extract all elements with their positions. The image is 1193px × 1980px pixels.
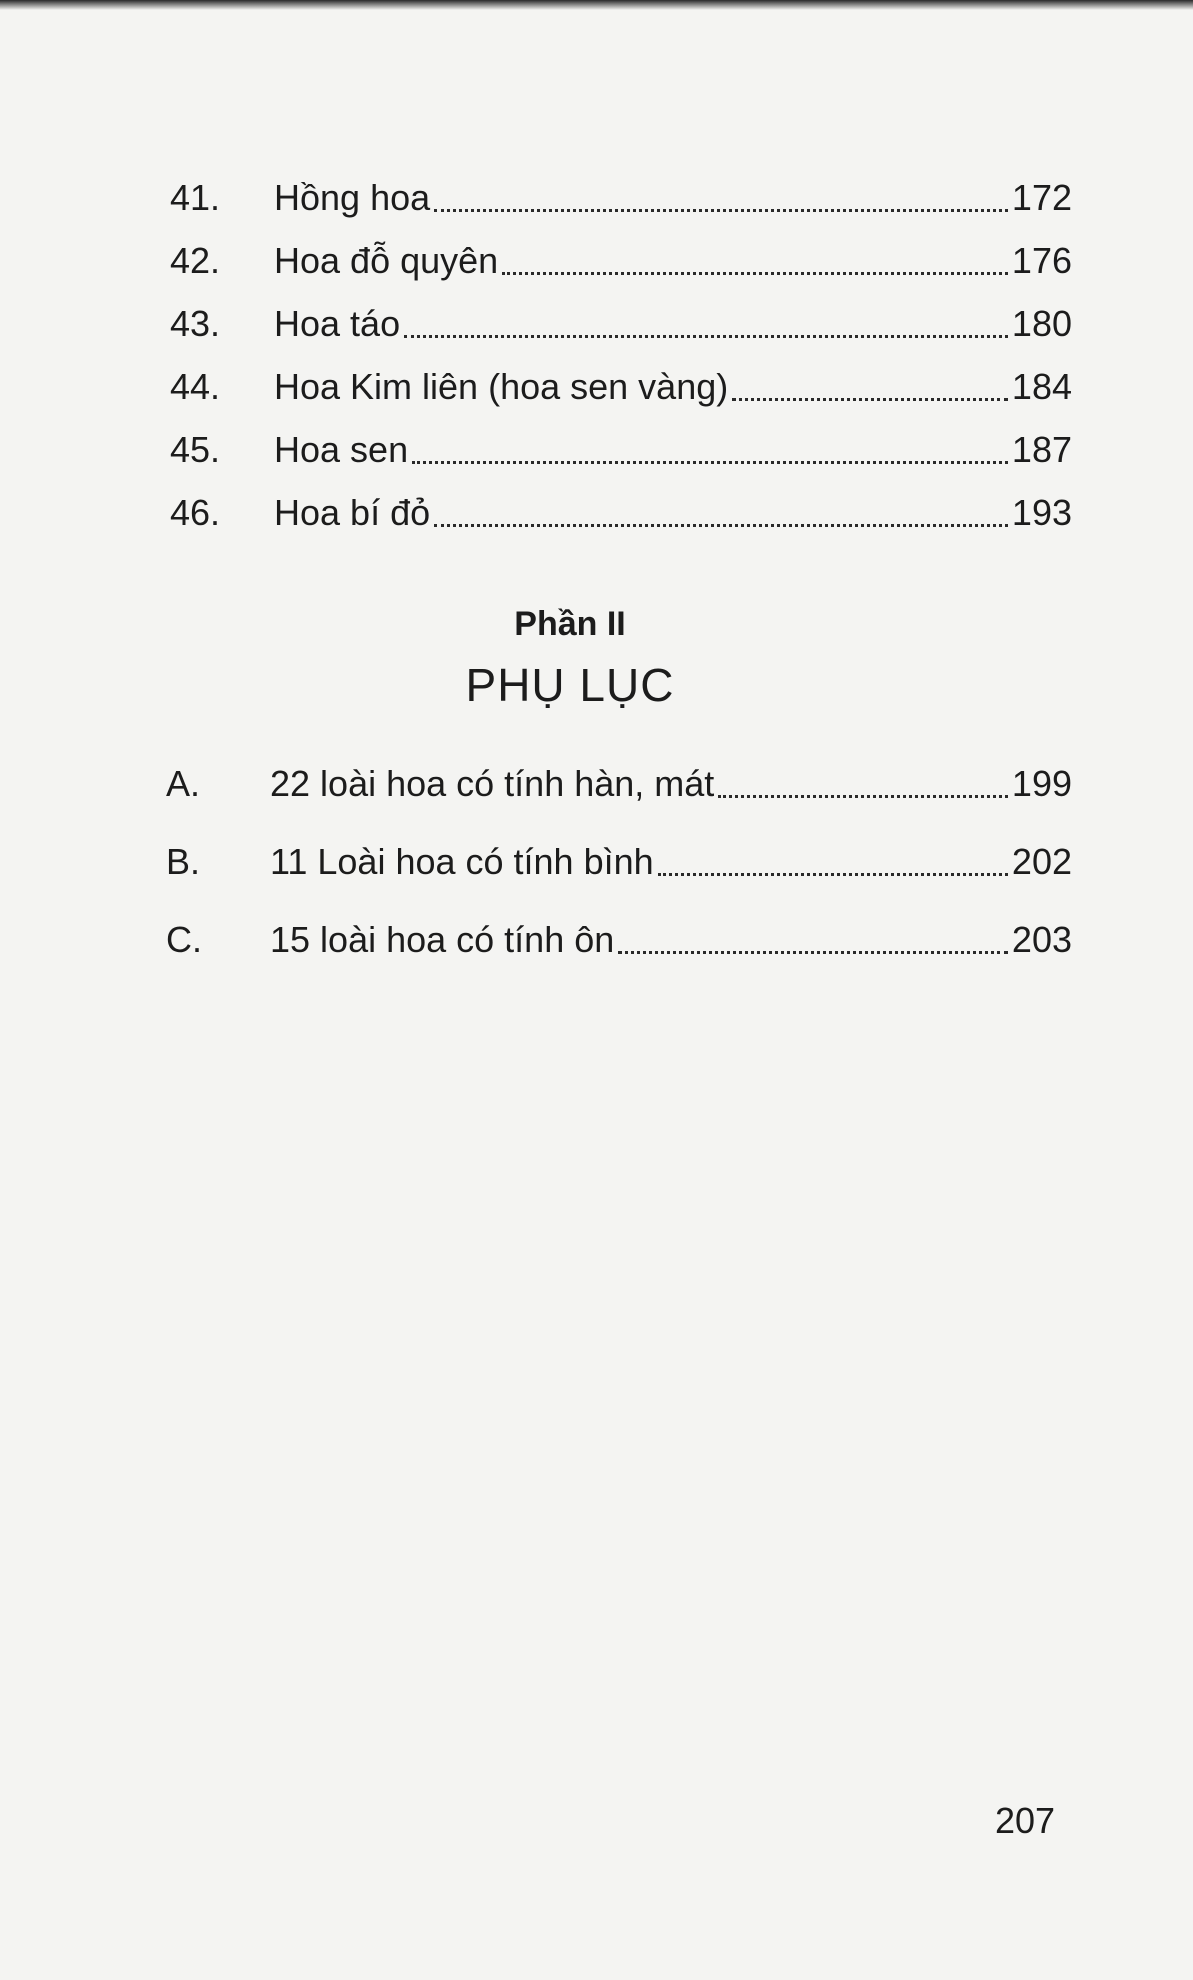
toc-entry: [170, 172, 1072, 224]
toc-entry: [170, 424, 1072, 476]
toc-entry-page: 193: [1011, 492, 1072, 533]
toc-entry: [170, 487, 1072, 539]
dot-leader: [434, 524, 1008, 527]
toc-entry-title: Hoa Kim liên (hoa sen vàng): [274, 366, 729, 407]
toc-entry-number: 43.: [170, 303, 221, 344]
page-number: 207: [995, 1800, 1056, 1841]
dot-leader: [732, 398, 1008, 401]
toc-entry-title: Hoa đỗ quyên: [274, 240, 499, 281]
dot-leader: [404, 335, 1008, 338]
toc-entry-number: A.: [166, 763, 201, 804]
toc-entry-title: Hoa táo: [274, 303, 401, 344]
toc-entry-page: 176: [1011, 240, 1072, 281]
dot-leader: [412, 461, 1008, 464]
toc-entry-page: 184: [1011, 366, 1072, 407]
toc-entry-title: 11 Loài hoa có tính bình: [270, 841, 654, 882]
toc-entry-title: Hoa bí đỏ: [274, 492, 431, 533]
toc-entry-number: C.: [166, 919, 202, 960]
toc-entry: [166, 914, 1072, 966]
toc-entry: [170, 361, 1072, 413]
toc-entry-number: 42.: [170, 240, 221, 281]
toc-entry-page: 180: [1011, 303, 1072, 344]
section-title: PHỤ LỤC: [465, 659, 675, 711]
toc-entry-number: B.: [166, 841, 201, 882]
dot-leader: [618, 951, 1008, 954]
dot-leader: [434, 209, 1008, 212]
toc-entry-page: 187: [1011, 429, 1072, 470]
toc-entry-number: 44.: [170, 366, 221, 407]
dot-leader: [718, 795, 1008, 798]
toc-entry-page: 172: [1011, 177, 1072, 218]
toc-entry-page: 202: [1011, 841, 1072, 882]
toc-entry: [166, 836, 1072, 888]
toc-entry-number: 45.: [170, 429, 221, 470]
toc-entry-title: Hồng hoa: [274, 177, 431, 218]
toc-entry-number: 46.: [170, 492, 221, 533]
dot-leader: [658, 873, 1008, 876]
dot-leader: [502, 272, 1008, 275]
toc-entry: [170, 235, 1072, 287]
toc-entry-title: Hoa sen: [274, 429, 409, 470]
toc-entry-title: 22 loài hoa có tính hàn, mát: [270, 763, 715, 804]
section-label: Phần II: [514, 605, 626, 643]
toc-entry-title: 15 loài hoa có tính ôn: [270, 919, 615, 960]
toc-entry-page: 199: [1011, 763, 1072, 804]
toc-entry: [170, 298, 1072, 350]
toc-entry-number: 41.: [170, 177, 221, 218]
toc-entry-page: 203: [1011, 919, 1072, 960]
toc-entry: [166, 758, 1072, 810]
